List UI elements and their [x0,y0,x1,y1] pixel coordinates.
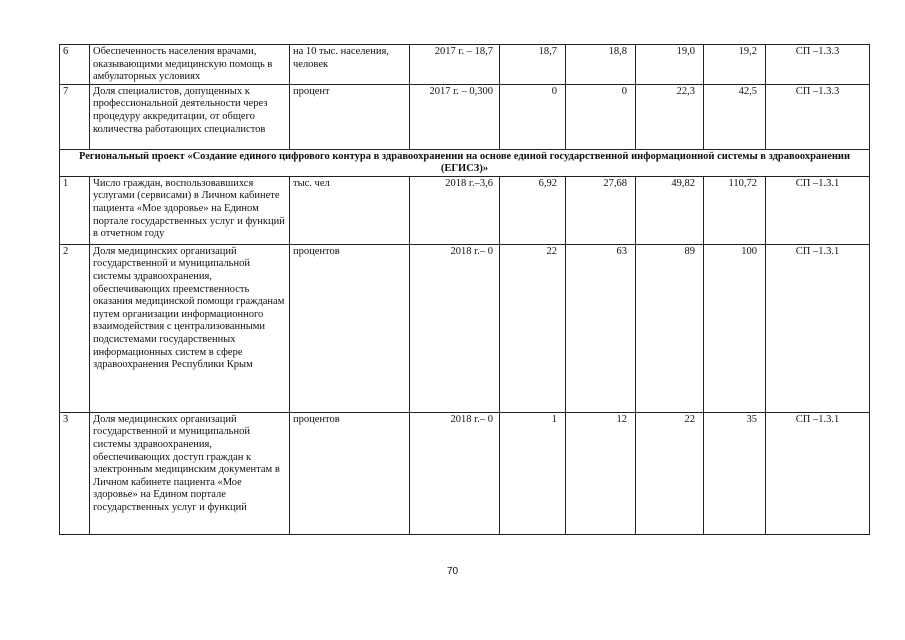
table-row [60,176,870,244]
reference-code: СП –1.3.3 [766,45,870,85]
value-period-2: 18,8 [566,45,636,85]
section-title: Региональный проект «Создание единого цифрового контура в здравоохранении на основе единой государственной информационной системы в здравоохранении (ЕГИСЗ)» [60,149,870,176]
value-period-2: 63 [566,244,636,412]
indicator-name: Доля медицинских организаций государственной и муниципальной системы здравоохранения, обеспечивающих преемственность оказания медицинской помощи гражданам путем организации информационного взаимодействия с централизованными подсистемами государственных информационных систем в сфере здравоохранения Республики Крым [90,244,290,412]
reference-code: СП –1.3.1 [766,176,870,244]
row-number: 7 [60,84,90,149]
reference-code: СП –1.3.1 [766,244,870,412]
value-period-3: 89 [636,244,704,412]
base-value: 2017 г. – 0,300 [410,84,500,149]
unit-of-measure: тыс. чел [290,176,410,244]
table-row [60,45,870,85]
base-value: 2017 г. – 18,7 [410,45,500,85]
page-number: 70 [446,566,459,577]
row-number: 1 [60,176,90,244]
value-period-3: 49,82 [636,176,704,244]
value-period-3: 22 [636,412,704,534]
table-row [60,412,870,534]
value-period-4: 19,2 [704,45,766,85]
section-header-row [60,149,870,176]
value-period-2: 12 [566,412,636,534]
indicator-name: Доля специалистов, допущенных к профессиональной деятельности через процедуру аккредитации, от общего количества работающих специалистов [90,84,290,149]
indicator-name: Число граждан, воспользовавшихся услугами (сервисами) в Личном кабинете пациента «Мое здоровье» на Едином портале государственных услуг и функций в отчетном году [90,176,290,244]
row-number: 6 [60,45,90,85]
indicators-table [59,44,870,535]
value-period-1: 22 [500,244,566,412]
row-number: 3 [60,412,90,534]
indicator-name: Доля медицинских организаций государственной и муниципальной системы здравоохранения, обеспечивающих доступ граждан к электронным медицинским документам в Личном кабинете пациента «Мое здоровье» на Едином портале государственных услуг и функций [90,412,290,534]
reference-code: СП –1.3.3 [766,84,870,149]
value-period-1: 0 [500,84,566,149]
base-value: 2018 г.– 0 [410,244,500,412]
value-period-4: 110,72 [704,176,766,244]
value-period-1: 6,92 [500,176,566,244]
table-row [60,84,870,149]
value-period-3: 19,0 [636,45,704,85]
value-period-1: 1 [500,412,566,534]
base-value: 2018 г.– 0 [410,412,500,534]
value-period-4: 100 [704,244,766,412]
base-value: 2018 г.–3,6 [410,176,500,244]
value-period-4: 35 [704,412,766,534]
value-period-1: 18,7 [500,45,566,85]
row-number: 2 [60,244,90,412]
unit-of-measure: процентов [290,244,410,412]
indicator-name: Обеспеченность населения врачами, оказывающими медицинскую помощь в амбулаторных условиях [90,45,290,85]
value-period-2: 27,68 [566,176,636,244]
unit-of-measure: на 10 тыс. населения, человек [290,45,410,85]
value-period-3: 22,3 [636,84,704,149]
value-period-4: 42,5 [704,84,766,149]
table-row [60,244,870,412]
value-period-2: 0 [566,84,636,149]
unit-of-measure: процентов [290,412,410,534]
unit-of-measure: процент [290,84,410,149]
reference-code: СП –1.3.1 [766,412,870,534]
